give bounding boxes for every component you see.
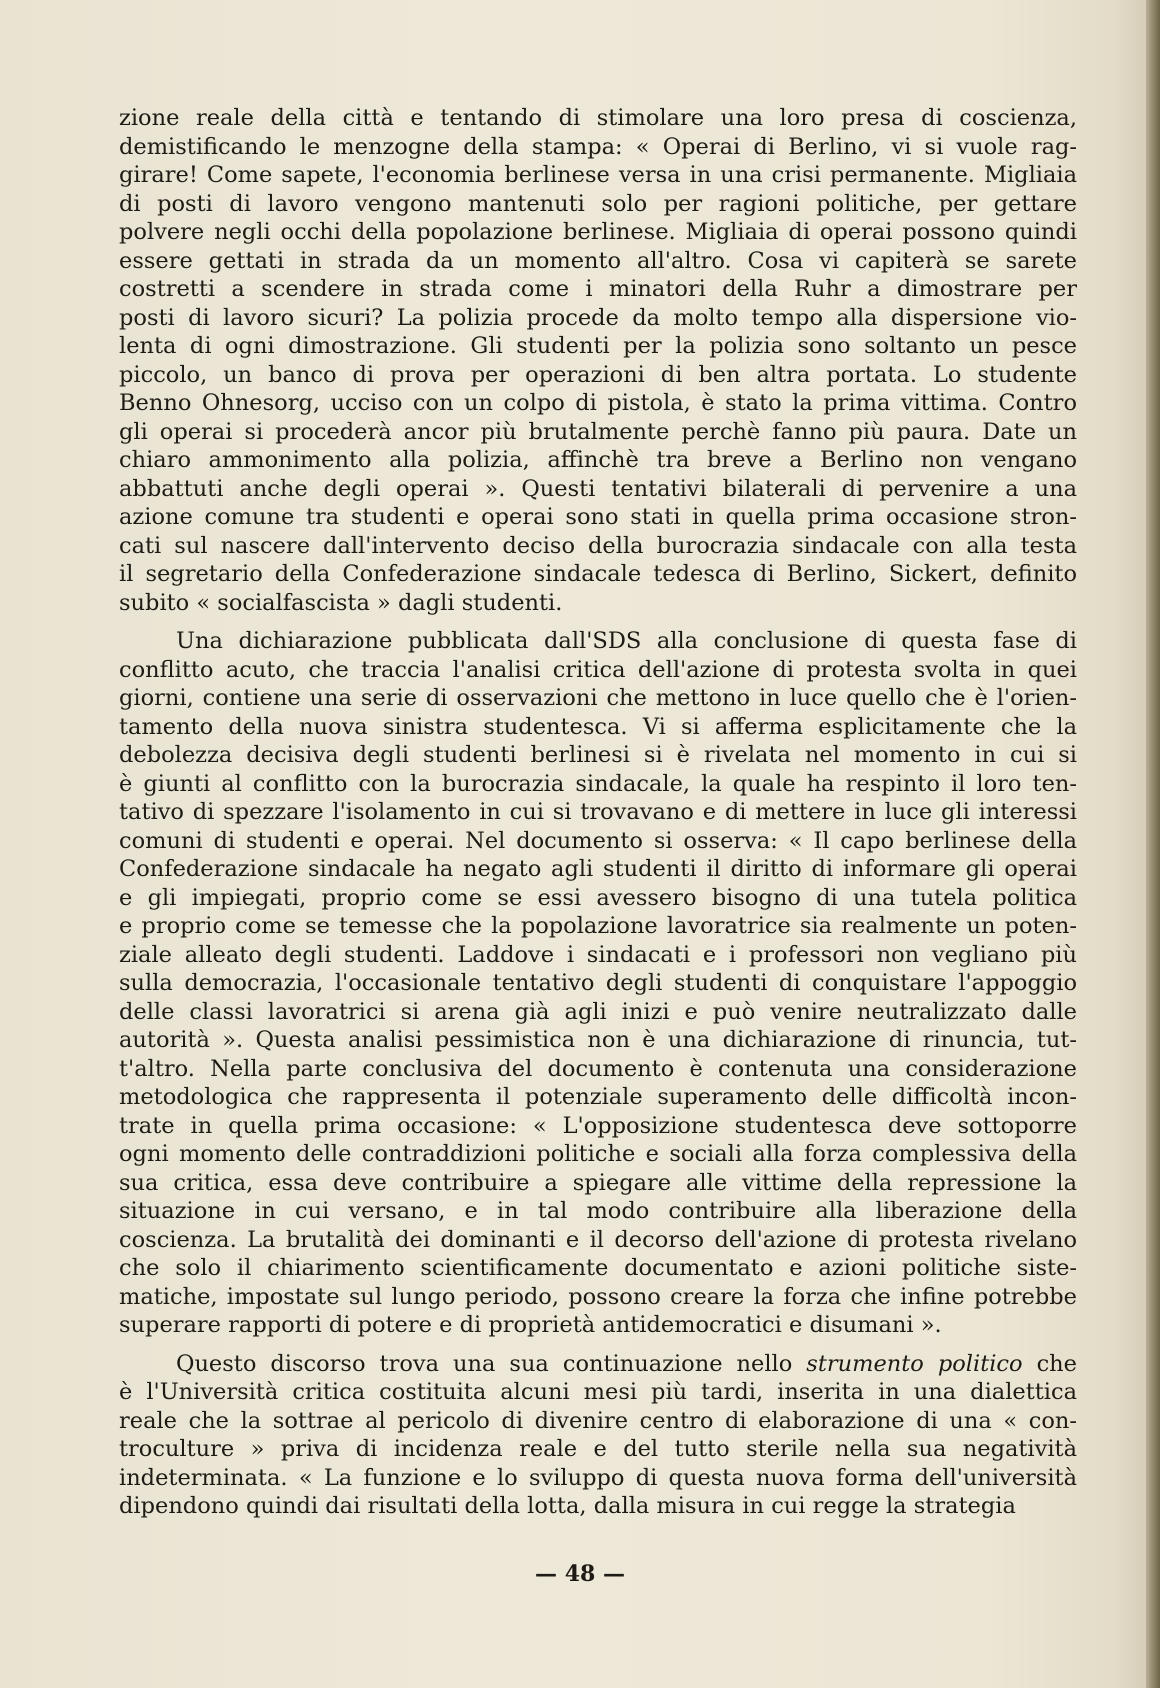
text-line: lenta di ogni dimostrazione. Gli studenti per la polizia sono soltanto un pesce: [119, 333, 1077, 359]
text-line: sua critica, essa deve contribuire a spiegare alle vittime della repressione la: [119, 1169, 1077, 1196]
text-line: e proprio come se temesse che la popolazione lavoratrice sia realmente un poten-: [119, 913, 1077, 939]
text-line: Questo discorso trova una sua continuazione nello strumento politico che: [176, 1350, 1077, 1377]
text-line: comuni di studenti e operai. Nel documento si osserva: « Il capo berlinese della: [119, 827, 1077, 854]
text-line: sulla democrazia, l'occasionale tentativo degli studenti di conquistare l'appoggio: [119, 970, 1077, 996]
text-line: superare rapporti di potere e di proprietà antidemocratici e disumani ».: [119, 1312, 942, 1338]
text-line: debolezza decisiva degli studenti berlinesi si è rivelata nel momento in cui si: [119, 742, 1077, 768]
text-line: t'altro. Nella parte conclusiva del documento è contenuta una considerazione: [119, 1055, 1077, 1082]
text-line: trate in quella prima occasione: « L'opposizione studentesca deve sottoporre: [119, 1112, 1077, 1139]
body-text: [119, 104, 1077, 1521]
text-line: tamento della nuova sinistra studentesca. Vi si afferma esplicitamente che la: [119, 713, 1077, 740]
text-line: giorni, contiene una serie di osservazioni che mettono in luce quello che è l'orien-: [119, 685, 1077, 711]
text-line: che solo il chiarimento scientificamente documentato e azioni politiche siste-: [119, 1255, 1077, 1281]
text-line: ziale alleato degli studenti. Laddove i sindacati e i professori non vegliano più: [119, 941, 1077, 968]
text-line: Benno Ohnesorg, ucciso con un colpo di pistola, è stato la prima vittima. Contro: [119, 390, 1077, 416]
text-line: polvere negli occhi della popolazione berlinese. Migliaia di operai possono quindi: [119, 219, 1077, 245]
paragraph-p1: [119, 104, 1077, 617]
text-line: conflitto acuto, che traccia l'analisi critica dell'azione di protesta svolta in quei: [119, 656, 1077, 683]
text-line: troculture » priva di incidenza reale e del tutto sterile nella sua negatività: [119, 1436, 1077, 1462]
italic-phrase: strumento politico: [806, 1350, 1023, 1377]
text-line: gli operai si procederà ancor più brutalmente perchè fanno più paura. Date un: [119, 418, 1077, 445]
text-line: ogni momento delle contraddizioni politiche e sociali alla forza complessiva della: [119, 1141, 1077, 1167]
text-line: zione reale della città e tentando di stimolare una loro presa di coscienza,: [119, 105, 1077, 131]
paragraph-p2: [119, 627, 1077, 1340]
text-line: il segretario della Confederazione sindacale tedesca di Berlino, Sickert, definito: [119, 561, 1077, 587]
text-line: piccolo, un banco di prova per operazioni di ben altra portata. Lo studente: [119, 361, 1077, 388]
text-line: tativo di spezzare l'isolamento in cui si trovavano e di mettere in luce gli interessi: [119, 799, 1077, 825]
text-line: essere gettati in strada da un momento all'altro. Cosa vi capiterà se sarete: [119, 247, 1077, 274]
page-edge-shadow: [1146, 0, 1160, 1688]
text-line: delle classi lavoratrici si arena già agli inizi e può venire neutralizzato dalle: [119, 998, 1077, 1025]
text-line: matiche, impostate sul lungo periodo, possono creare la forza che infine potrebbe: [119, 1283, 1077, 1310]
text-line: Confederazione sindacale ha negato agli studenti il diritto di informare gli operai: [119, 856, 1077, 882]
text-line: situazione in cui versano, e in tal modo contribuire alla liberazione della: [119, 1198, 1077, 1224]
text-line: abbattuti anche degli operai ». Questi tentativi bilaterali di pervenire a una: [119, 475, 1077, 502]
text-line: azione comune tra studenti e operai sono stati in quella prima occasione stron-: [119, 504, 1077, 530]
text-line: costretti a scendere in strada come i minatori della Ruhr a dimostrare per: [119, 276, 1077, 302]
text-line: e gli impiegati, proprio come se essi avessero bisogno di una tutela politica: [119, 884, 1077, 911]
text-line: girare! Come sapete, l'economia berlinese versa in una crisi permanente. Migliaia: [119, 162, 1077, 188]
text-line: indeterminata. « La funzione e lo sviluppo di questa nuova forma dell'università: [119, 1464, 1077, 1491]
text-line: posti di lavoro sicuri? La polizia procede da molto tempo alla dispersione vio-: [119, 304, 1077, 331]
text-line: dipendono quindi dai risultati della lotta, dalla misura in cui regge la strategia: [119, 1493, 1016, 1519]
text-line: metodologica che rappresenta il potenziale superamento delle difficoltà incon-: [119, 1084, 1077, 1110]
text-line: reale che la sottrae al pericolo di divenire centro di elaborazione di una « con-: [119, 1407, 1077, 1434]
text-line: demistificando le menzogne della stampa: « Operai di Berlino, vi si vuole rag-: [119, 133, 1077, 160]
text-line: coscienza. La brutalità dei dominanti e il decorso dell'azione di protesta rivelano: [119, 1226, 1077, 1253]
page-number: — 48 —: [535, 1561, 625, 1587]
text-line: Una dichiarazione pubblicata dall'SDS alla conclusione di questa fase di: [176, 628, 1077, 654]
text-line: subito « socialfascista » dagli studenti.: [119, 589, 563, 616]
text-line: chiaro ammonimento alla polizia, affinchè tra breve a Berlino non vengano: [119, 447, 1077, 473]
text-line: è giunti al conflitto con la burocrazia sindacale, la quale ha respinto il loro ten-: [119, 770, 1077, 797]
text-line: autorità ». Questa analisi pessimistica non è una dichiarazione di rinuncia, tut-: [119, 1027, 1077, 1053]
text-line: cati sul nascere dall'intervento deciso della burocrazia sindacale con alla testa: [119, 532, 1077, 559]
paragraph-p3: [119, 1350, 1077, 1521]
text-line: di posti di lavoro vengono mantenuti solo per ragioni politiche, per gettare: [119, 190, 1077, 217]
text-line: è l'Università critica costituita alcuni mesi più tardi, inserita in una dialettica: [119, 1379, 1077, 1405]
